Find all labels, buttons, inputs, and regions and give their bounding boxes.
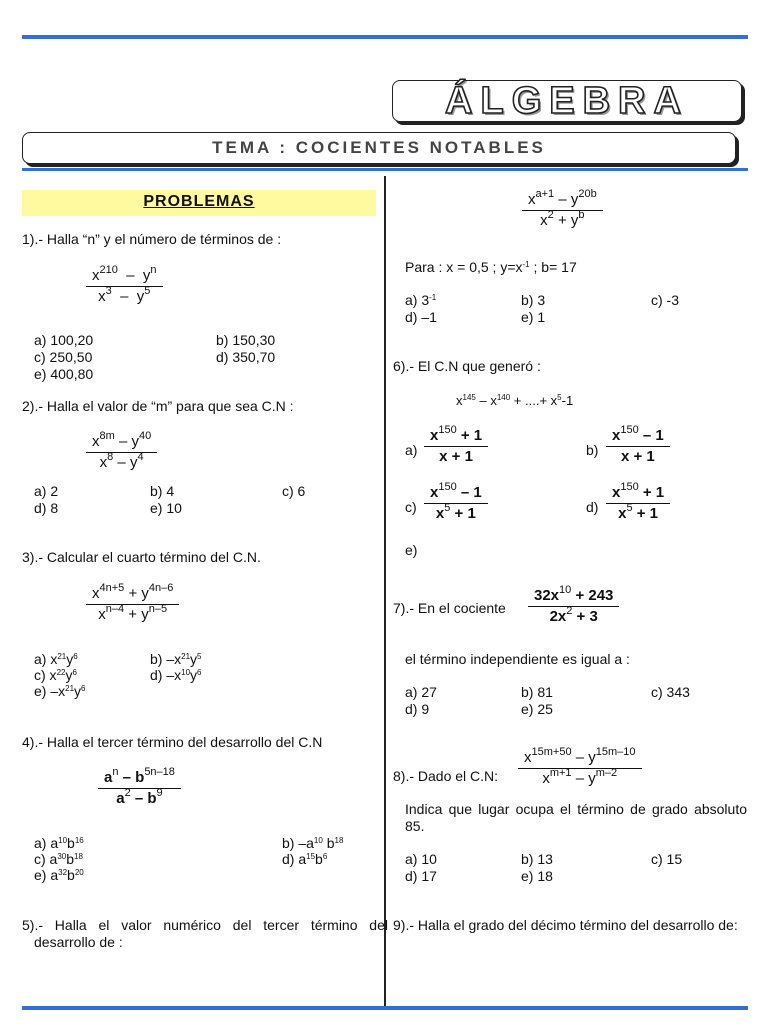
p4-question: 4).- Halla el tercer término del desarrollo del C.N [22,734,323,750]
p6-option-b-label: b) [586,442,599,458]
p5-given [405,259,577,276]
p6-option-a-label: a) [405,442,418,458]
p5-option-b: b) 3 [521,292,546,308]
p3-fraction: $x^{4n+5} + y^{4n-6}$ $x^{n-4} + y^{n-5}$ [86,584,179,625]
p5-option-e: e) 1 [521,309,546,325]
column-divider [384,176,386,1006]
p8-option-b: b) 13 [521,851,553,867]
p6-option-e: e) [405,542,418,558]
p4-option-d: d) $a^{15}b^6$ [282,851,328,867]
p7-option-c: c) 343 [651,684,690,700]
p2-option-a: a) 2 [34,483,59,499]
p1-option-b: b) 150,30 [216,332,276,348]
p3-option-e: e) $-x^{21}y^6$ [34,683,86,699]
p7-option-a: a) 27 [405,684,437,700]
p2-option-d: d) 8 [34,500,59,516]
tema-banner [22,132,736,164]
problemas-heading: PROBLEMAS [143,193,255,210]
topic-title: TEMA : COCIENTES NOTABLES [212,138,546,157]
p8-option-a: a) 10 [405,851,437,867]
bottom-rule [22,1006,748,1010]
p8-option-c: c) 15 [651,851,683,867]
p7-line2: el término independiente es igual a : [405,651,630,667]
p8-option-e: e) 18 [521,868,553,884]
p1-option-a: a) 100,20 [34,332,94,348]
p7-option-d: d) 9 [405,701,430,717]
p4-option-b: b) $-a^{10}$ $b^{18}$ [282,835,344,851]
p7-fraction: $32x^{10} + 243$ $2x^2 + 3$ [528,586,619,627]
p3-option-b: b) $-x^{21}y^5$ [150,651,202,667]
p2-option-b: b) 4 [150,483,175,499]
p6-option-d-fraction: $x^{150} + 1$ $x^5 + 1$ [606,483,670,524]
p4-option-c: c) $a^{30}b^{18}$ [34,851,83,867]
problemas-heading-box [22,190,376,216]
p5-fraction: $x^{a+1} - y^{20b}$ $x^2 + y^b$ [522,190,603,231]
p1-option-e: e) 400,80 [34,366,94,382]
p1-option-c: c) 250,50 [34,349,93,365]
header-rule [22,168,748,171]
p8-fraction: $x^{15m+50} - y^{15m-10}$ $x^{m+1} - y^{m-2}$ [518,748,642,789]
p7-question: 7).- En el cociente [393,600,506,616]
p1-question: 1).- Halla “n” y el número de términos de : [22,231,282,247]
p7-option-b: b) 81 [521,684,553,700]
p2-question: 2).- Halla el valor de “m” para que sea C.N : [22,398,294,414]
p2-option-c: c) 6 [282,483,306,499]
p6-expression: $x^{145} - x^{140}$ + ....+ $x^5-1$ [456,393,574,408]
p5-given-tail: ; b= 17 [529,259,577,275]
p3-option-a: a) $x^{21}y^6$ [34,651,78,667]
p5-option-c: c) -3 [651,292,679,308]
p2-fraction: $x^{8m} - y^{40}$ $x^8 - y^4$ [86,432,157,473]
p6-option-d-label: d) [586,499,599,515]
p4-option-e: e) $a^{32}b^{20}$ [34,867,84,883]
p3-question: 3).- Calcular el cuarto término del C.N. [22,549,261,565]
p5-given-text: Para : x = 0,5 ; y=x [405,259,523,275]
p6-option-b-fraction: $x^{150} - 1$ x + 1 [606,426,670,467]
p8-question: 8).- Dado el C.N: [393,768,499,784]
p1-option-d: d) 350,70 [216,349,276,365]
p5-option-a: a) $3^{-1}$ [405,292,437,308]
p2-option-e: e) 10 [150,500,182,516]
p5-option-d: d) –1 [405,309,437,325]
p4-option-a: a) $a^{10}b^{16}$ [34,835,84,851]
subject-title: ÁLGEBRA [445,79,689,122]
p5-question: 5).- Halla el valor numérico del tercer término del desarrollo de : [22,917,388,950]
p6-question: 6).- El C.N que generó : [393,358,541,374]
p8-option-d: d) 17 [405,868,437,884]
p6-option-a-fraction: $x^{150} + 1$ x + 1 [424,426,488,467]
algebra-banner [392,80,742,122]
p1-fraction: $x^{210} - y^n$ $x^3 - y^5$ [86,266,163,307]
top-rule [22,35,748,39]
p8-text: Indica que lugar ocupa el término de grado absoluto 85. [405,801,747,834]
p3-option-c: c) $x^{22}y^6$ [34,667,77,683]
p6-option-c-fraction: $x^{150} - 1$ $x^5 + 1$ [424,483,488,524]
p9-question: 9).- Halla el grado del décimo término del desarrollo de: [393,917,738,933]
p3-option-d: d) $-x^{10}y^6$ [150,667,202,683]
p7-option-e: e) 25 [521,701,553,717]
p4-fraction: $a^n - b^{5n-18}$ $a^2 - b^9$ [98,768,181,809]
p5-given-sup: -1 [522,260,530,269]
p6-option-c-label: c) [405,499,417,515]
